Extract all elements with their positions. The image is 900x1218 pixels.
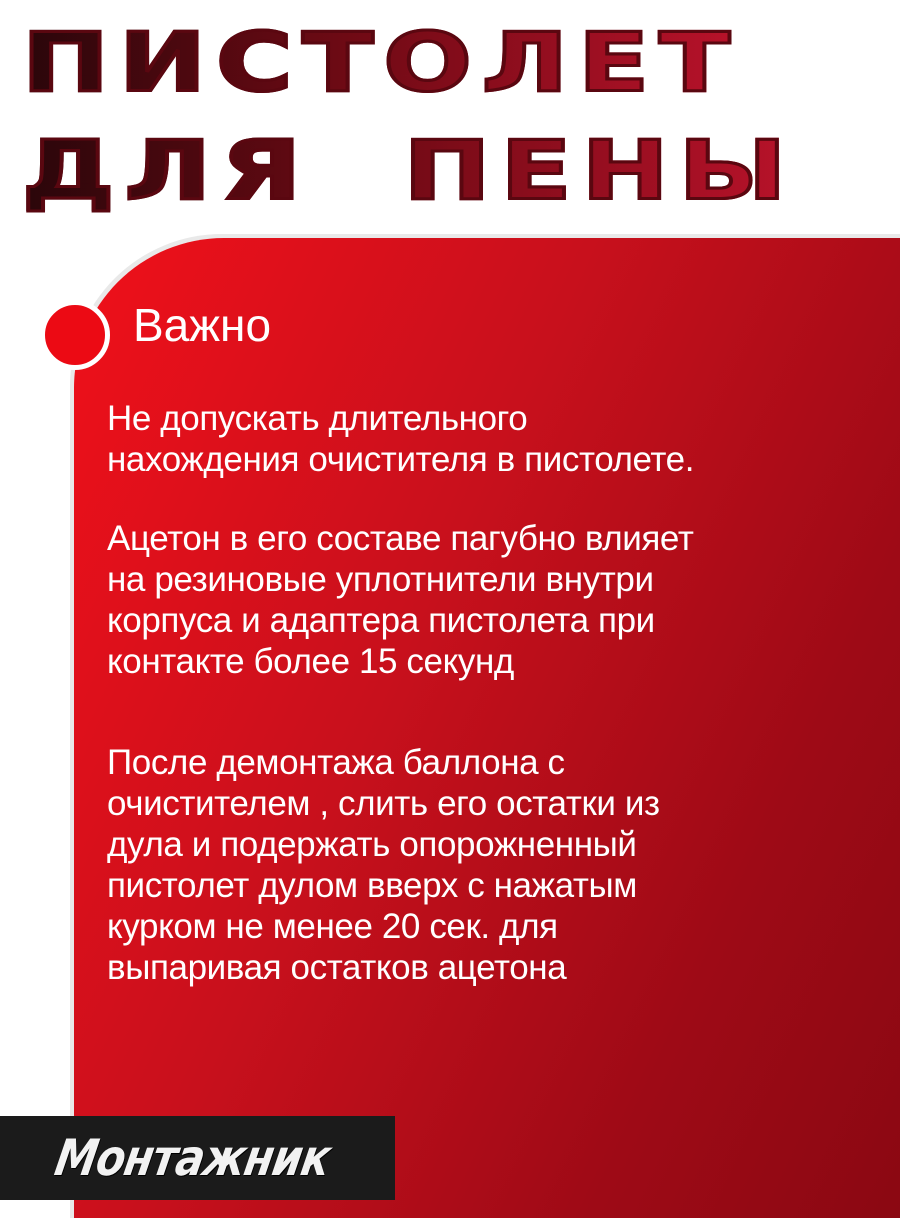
title-line-2: ДЛЯ ПЕНЫ: [22, 122, 797, 219]
title-line-1: ПИСТОЛЕТ: [22, 14, 741, 111]
paragraph-3: [107, 742, 887, 988]
paragraph-line: нахождения очистителя в пистолете.: [107, 440, 695, 479]
red-circle-bullet-icon: [40, 300, 110, 370]
section-heading: Важно: [133, 299, 272, 351]
paragraph-line: очистителем , слить его остатки из: [107, 784, 660, 823]
info-panel: [74, 238, 900, 1218]
paragraph-line: выпаривая остатков ацетона: [107, 948, 567, 987]
paragraph-line: курком не менее 20 сек. для: [107, 907, 558, 946]
paragraph-2: [107, 518, 887, 682]
paragraph-line: пистолет дулом вверх с нажатым: [107, 866, 637, 905]
paragraph-line: Ацетон в его составе пагубно влияет: [107, 519, 694, 558]
paragraph-line: на резиновые уплотнители внутри: [107, 560, 654, 599]
paragraph-1: [107, 398, 887, 480]
paragraph-line: После демонтажа баллона с: [107, 743, 565, 782]
brand-logo: [0, 1116, 395, 1200]
brand-logo-text: Монтажник: [50, 1129, 335, 1187]
paragraph-line: Не допускать длительного: [107, 399, 528, 438]
paragraph-line: корпуса и адаптера пистолета при: [107, 601, 655, 640]
paragraph-line: дула и подержать опорожненный: [107, 825, 637, 864]
paragraph-line: контакте более 15 секунд: [107, 642, 514, 681]
